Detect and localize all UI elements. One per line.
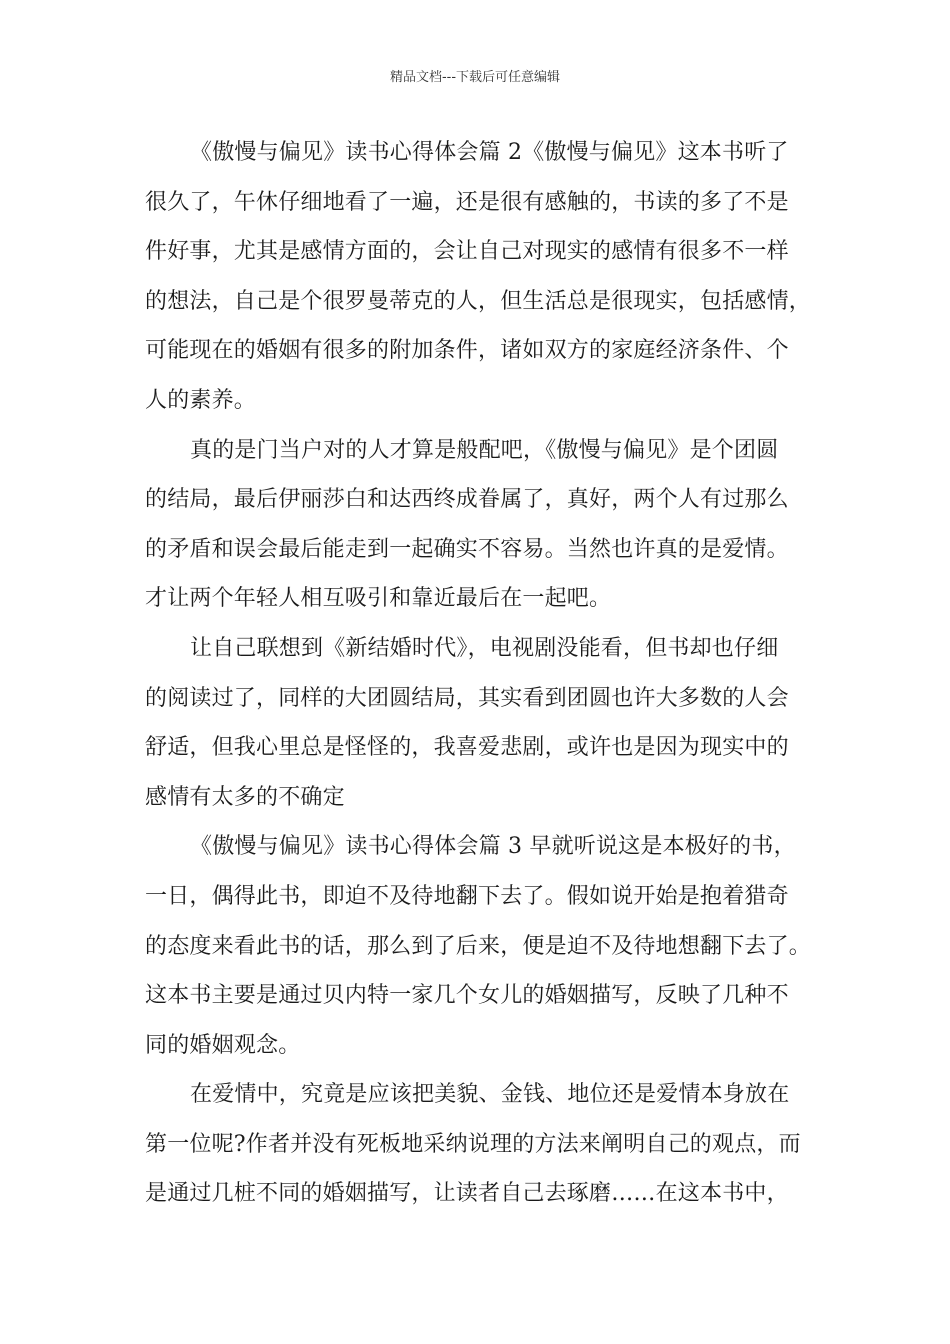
paragraph-5 [145,1070,825,1219]
text-line: 这本书主要是通过贝内特一家几个女儿的婚姻描写，反映了几种不 [145,983,789,1009]
text-line: 第一位呢?作者并没有死板地采纳说理的方法来阐明自己的观点，而 [145,1131,801,1157]
paragraph-2 [145,426,825,624]
paragraph-3 [145,624,825,822]
paragraph-1 [145,128,825,426]
text-line: 真的是门当户对的人才算是般配吧，《傲慢与偏见》是个团圆 [190,437,779,463]
text-line: 同的婚姻观念。 [145,1032,301,1058]
document-body [145,128,825,1219]
text-line: 才让两个年轻人相互吸引和靠近最后在一起吧。 [145,586,612,612]
text-line: 《傲慢与偏见》读书心得体会篇 3 早就听说这是本极好的书， [190,834,796,860]
text-line: 的态度来看此书的话，那么到了后来，便是迫不及待地想翻下去了。 [145,933,812,959]
text-line: 是通过几桩不同的婚姻描写，让读者自己去琢磨……在这本书中， [145,1181,789,1207]
text-line: 让自己联想到《新结婚时代》，电视剧没能看，但书却也仔细 [190,635,779,661]
text-line: 的阅读过了，同样的大团圆结局，其实看到团圆也许大多数的人会 [145,685,789,711]
text-line: 舒适，但我心里总是怪怪的，我喜爱悲剧，或许也是因为现实中的 [145,735,789,761]
text-line: 在爱情中，究竟是应该把美貌、金钱、地位还是爱情本身放在 [190,1082,790,1108]
text-line: 的矛盾和误会最后能走到一起确实不容易。当然也许真的是爱情。 [145,536,789,562]
paragraph-4 [145,822,825,1070]
text-line: 人的素养。 [145,387,257,413]
text-line: 《傲慢与偏见》读书心得体会篇 2《傲慢与偏见》这本书听了 [190,140,789,165]
text-line: 可能现在的婚姻有很多的附加条件，诸如双方的家庭经济条件、个 [145,338,789,364]
text-line: 件好事，尤其是感情方面的，会让自己对现实的感情有很多不一样 [145,239,789,265]
text-line: 很久了，午休仔细地看了一遍，还是很有感触的，书读的多了不是 [145,189,789,215]
page-header: 精品文档---下载后可任意编辑 [389,70,561,85]
text-line: 感情有太多的不确定 [145,784,345,810]
text-line: 的结局，最后伊丽莎白和达西终成眷属了，真好，两个人有过那么 [145,487,789,513]
text-line: 的想法，自己是个很罗曼蒂克的人，但生活总是很现实，包括感情， [145,288,812,314]
text-line: 一日，偶得此书，即迫不及待地翻下去了。假如说开始是抱着猎奇 [145,883,789,909]
